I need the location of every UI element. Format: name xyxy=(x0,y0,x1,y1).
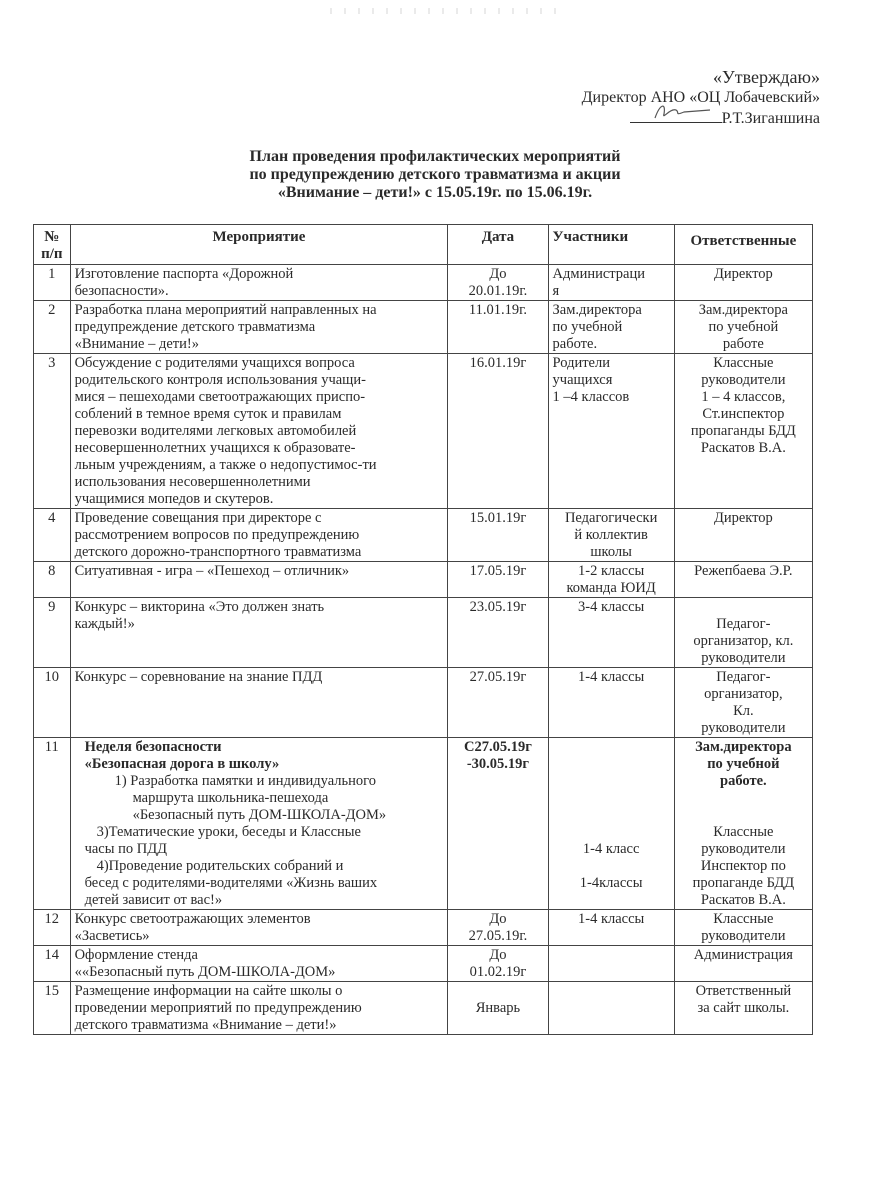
header-event: Мероприятие xyxy=(70,225,448,265)
signature-icon xyxy=(650,100,720,122)
cell-line: Обсуждение с родителями учащихся вопроса xyxy=(74,355,355,371)
row-number: 4 xyxy=(34,509,71,562)
cell-line: работе. xyxy=(720,773,767,789)
cell-line: Ситуативная - игра – «Пешеход – отличник» xyxy=(74,563,350,579)
cell-line: детского травматизма «Внимание – дети!» xyxy=(74,1017,337,1033)
cell-line: родительского контроля использования учащи- xyxy=(74,372,366,388)
cell-line: До xyxy=(489,947,507,963)
table-header-row xyxy=(34,225,813,265)
responsible-cell xyxy=(674,738,812,910)
participants-cell xyxy=(548,509,674,562)
cell-line: -30.05.19г xyxy=(466,756,530,772)
cell-line: за сайт школы. xyxy=(697,1000,790,1016)
cell-line: предупреждение детского травматизма xyxy=(74,319,316,335)
responsible-cell xyxy=(674,265,812,301)
cell-line: 1 –4 классов xyxy=(552,389,630,405)
table-row xyxy=(34,265,813,301)
row-number: 8 xyxy=(34,562,71,598)
date-cell xyxy=(448,509,548,562)
cell-line: организатор, xyxy=(704,686,783,702)
participants-cell xyxy=(548,946,674,982)
event-cell xyxy=(70,668,448,738)
cell-line: 23.05.19г xyxy=(469,599,527,615)
cell-line: Зам.директора xyxy=(698,302,788,318)
participants-cell xyxy=(548,738,674,910)
event-cell xyxy=(70,946,448,982)
cell-line: 1-4 классы xyxy=(577,911,645,927)
cell-line: С27.05.19г xyxy=(464,739,532,755)
approval-heading: «Утверждаю» xyxy=(712,67,820,87)
cell-line: руководители xyxy=(701,650,786,666)
table-row xyxy=(34,946,813,982)
cell-line: Директор xyxy=(713,266,773,282)
table-row xyxy=(34,910,813,946)
event-cell xyxy=(70,354,448,509)
cell-line: 20.01.19г. xyxy=(468,283,528,299)
date-cell xyxy=(448,301,548,354)
cell-line: руководители xyxy=(701,372,786,388)
cell-line: До xyxy=(489,266,507,282)
event-item-line: часы по ПДД xyxy=(84,841,167,857)
cell-line: работе. xyxy=(552,336,598,352)
cell-line: по учебной xyxy=(707,756,780,772)
header-number-line2: п/п xyxy=(41,246,63,262)
event-cell xyxy=(70,910,448,946)
row-number: 10 xyxy=(34,668,71,738)
cell-line: ««Безопасный путь ДОМ-ШКОЛА-ДОМ» xyxy=(74,964,336,980)
cell-line: 17.05.19г xyxy=(469,563,527,579)
responsible-cell xyxy=(674,509,812,562)
cell-line: Конкурс – соревнование на знание ПДД xyxy=(74,669,323,685)
event-item-line: маршрута школьника-пешехода xyxy=(132,790,329,806)
table-row xyxy=(34,598,813,668)
table-row xyxy=(34,354,813,509)
event-item-line: бесед с родителями-водителями «Жизнь ваших xyxy=(84,875,378,891)
cell-line: «Засветись» xyxy=(74,928,150,944)
responsible-cell xyxy=(674,598,812,668)
header-participants: Участники xyxy=(548,225,674,265)
spacer xyxy=(553,807,670,824)
responsible-cell xyxy=(674,946,812,982)
title-line-3: «Внимание – дети!» с 15.05.19г. по 15.06.19г. xyxy=(277,184,593,201)
row-number: 14 xyxy=(34,946,71,982)
cell-line: пропаганды БДД xyxy=(690,423,796,439)
cell-line: Ст.инспектор xyxy=(702,406,785,422)
cell-line: Зам.директора xyxy=(695,739,792,755)
cell-line: учащихся xyxy=(552,372,613,388)
cell-line: использования несовершеннолетними xyxy=(74,474,311,490)
date-cell xyxy=(448,562,548,598)
cell-line: руководители xyxy=(701,841,786,857)
cell-line: й коллектив xyxy=(574,527,648,543)
document-title xyxy=(220,148,650,202)
responsible-cell xyxy=(674,301,812,354)
row-number: 15 xyxy=(34,982,71,1035)
scan-artifact xyxy=(330,8,560,14)
date-cell xyxy=(448,910,548,946)
date-cell xyxy=(448,354,548,509)
event-cell xyxy=(70,982,448,1035)
header-date: Дата xyxy=(448,225,548,265)
cell-line: Раскатов В.А. xyxy=(700,892,786,908)
cell-line: Классные xyxy=(713,824,774,840)
participants-cell xyxy=(548,265,674,301)
cell-line: Администрация xyxy=(693,947,793,963)
cell-line: 1-2 классы xyxy=(577,563,645,579)
cell-line: Раскатов В.А. xyxy=(700,440,786,456)
cell-line: 1-4 классы xyxy=(577,669,645,685)
event-item-line: детей зависит от вас!» xyxy=(84,892,223,908)
row-number: 11 xyxy=(34,738,71,910)
participants-cell xyxy=(548,354,674,509)
cell-line: несовершеннолетних учащихся к образовате- xyxy=(74,440,356,456)
participants-cell xyxy=(548,668,674,738)
spacer xyxy=(679,790,808,807)
spacer xyxy=(553,756,670,773)
cell-line: Проведение совещания при директоре с xyxy=(74,510,322,526)
event-item-line: «Безопасный путь ДОМ-ШКОЛА-ДОМ» xyxy=(132,807,387,823)
responsible-cell xyxy=(674,982,812,1035)
cell-line: мися – пешеходами светоотражающих приспо- xyxy=(74,389,366,405)
cell-line: школы xyxy=(590,544,632,560)
event-cell xyxy=(70,301,448,354)
participants-cell xyxy=(548,910,674,946)
cell-line: 27.05.19г xyxy=(469,669,527,685)
date-cell xyxy=(448,668,548,738)
cell-line: пропаганде БДД xyxy=(692,875,795,891)
approval-position: Директор АНО «ОЦ Лобачевский» xyxy=(581,89,820,106)
cell-line: по учебной xyxy=(708,319,779,335)
cell-line: Классные xyxy=(713,355,774,371)
cell-line: 15.01.19г xyxy=(469,510,527,526)
event-item-line: 3)Тематические уроки, беседы и Классные xyxy=(96,824,361,840)
row-number: 9 xyxy=(34,598,71,668)
cell-line: До xyxy=(489,911,507,927)
row-number: 12 xyxy=(34,910,71,946)
event-title-line: «Безопасная дорога в школу» xyxy=(84,756,280,772)
participants-cell xyxy=(548,301,674,354)
cell-line: детского дорожно-транспортного травматизма xyxy=(74,544,362,560)
row-number: 3 xyxy=(34,354,71,509)
date-cell xyxy=(448,946,548,982)
cell-line: 27.05.19г. xyxy=(468,928,528,944)
spacer xyxy=(679,807,808,824)
cell-line: работе xyxy=(722,336,764,352)
cell-line: Изготовление паспорта «Дорожной xyxy=(74,266,294,282)
participants-cell xyxy=(548,562,674,598)
header-number-line1: № xyxy=(44,229,60,245)
title-line-2: по предупреждению детского травматизма и акции xyxy=(249,166,621,183)
title-line-1: План проведения профилактических мероприятий xyxy=(249,148,621,165)
cell-line: Оформление стенда xyxy=(74,947,198,963)
cell-line: соблений в темное время суток и правилам xyxy=(74,406,342,422)
cell-line: Директор xyxy=(713,510,773,526)
approval-block xyxy=(582,66,820,129)
table-row xyxy=(34,738,813,910)
event-cell xyxy=(70,509,448,562)
cell-line: 1-4 класс xyxy=(582,841,640,857)
responsible-cell xyxy=(674,562,812,598)
table-row xyxy=(34,509,813,562)
date-cell xyxy=(448,982,548,1035)
row-number: 2 xyxy=(34,301,71,354)
cell-line: «Внимание – дети!» xyxy=(74,336,199,352)
spacer xyxy=(553,790,670,807)
cell-line: 1-4классы xyxy=(579,875,643,891)
cell-line: каждый!» xyxy=(74,616,135,632)
cell-line: Инспектор по xyxy=(700,858,786,874)
cell-line: Педагог- xyxy=(716,669,771,685)
event-cell xyxy=(70,738,448,910)
table-row xyxy=(34,301,813,354)
cell-line: руководители xyxy=(701,928,786,944)
cell-line: Педагог- xyxy=(716,616,771,632)
cell-line: 1 – 4 классов, xyxy=(701,389,786,405)
table-row xyxy=(34,668,813,738)
participants-cell xyxy=(548,982,674,1035)
cell-line: Администраци xyxy=(552,266,646,282)
cell-line: Зам.директора xyxy=(552,302,642,318)
cell-line: я xyxy=(552,283,560,299)
cell-line: Классные xyxy=(713,911,774,927)
cell-line: команда ЮИД xyxy=(566,580,656,596)
cell-line: льным учреждениям, а также о недопустимос-ти xyxy=(74,457,377,473)
spacer xyxy=(553,824,670,841)
cell-line: Педагогически xyxy=(564,510,658,526)
cell-line: 01.02.19г xyxy=(469,964,527,980)
table-row xyxy=(34,982,813,1035)
date-cell xyxy=(448,738,548,910)
event-item-line: 1) Разработка памятки и индивидуального xyxy=(114,773,377,789)
header-responsible: Ответственные xyxy=(674,225,812,265)
events-table xyxy=(33,224,813,1035)
event-item-line: 4)Проведение родительских собраний и xyxy=(96,858,344,874)
cell-line: перевозки водителями легковых автомобилей xyxy=(74,423,357,439)
event-cell xyxy=(70,598,448,668)
date-cell xyxy=(448,265,548,301)
cell-line: 11.01.19г. xyxy=(468,302,528,318)
spacer xyxy=(553,739,670,756)
event-cell xyxy=(70,265,448,301)
event-cell xyxy=(70,562,448,598)
spacer xyxy=(553,773,670,790)
cell-line: рассмотрением вопросов по предупреждению xyxy=(74,527,360,543)
cell-line: Родители xyxy=(552,355,610,371)
cell-line: Кл. xyxy=(733,703,754,719)
approval-name: Р.Т.Зиганшина xyxy=(721,110,820,127)
date-cell xyxy=(448,598,548,668)
cell-line: Январь xyxy=(475,1000,521,1016)
cell-line: Конкурс светоотражающих элементов xyxy=(74,911,311,927)
cell-line: Конкурс – викторина «Это должен знать xyxy=(74,599,325,615)
cell-line: по учебной xyxy=(552,319,623,335)
cell-line: учащимися мопедов и скутеров. xyxy=(74,491,274,507)
cell-line: Размещение информации на сайте школы о xyxy=(74,983,343,999)
cell-line: проведении мероприятий по предупреждению xyxy=(74,1000,362,1016)
responsible-cell xyxy=(674,910,812,946)
row-number: 1 xyxy=(34,265,71,301)
responsible-cell xyxy=(674,668,812,738)
responsible-cell xyxy=(674,354,812,509)
cell-line: руководители xyxy=(701,720,786,736)
cell-line: 3-4 классы xyxy=(577,599,645,615)
header-number xyxy=(34,225,71,265)
cell-line: организатор, кл. xyxy=(693,633,794,649)
cell-line: Разработка плана мероприятий направленных на xyxy=(74,302,377,318)
event-title-line: Неделя безопасности xyxy=(84,739,222,755)
table-body xyxy=(34,265,813,1035)
cell-line: Режепбаева Э.Р. xyxy=(694,563,793,579)
table-row xyxy=(34,562,813,598)
participants-cell xyxy=(548,598,674,668)
spacer xyxy=(553,858,670,875)
signature-underline xyxy=(630,108,722,123)
cell-line: 16.01.19г xyxy=(469,355,527,371)
approval-signature-line xyxy=(582,108,820,129)
cell-line: безопасности». xyxy=(74,283,169,299)
cell-line: Ответственный xyxy=(695,983,792,999)
